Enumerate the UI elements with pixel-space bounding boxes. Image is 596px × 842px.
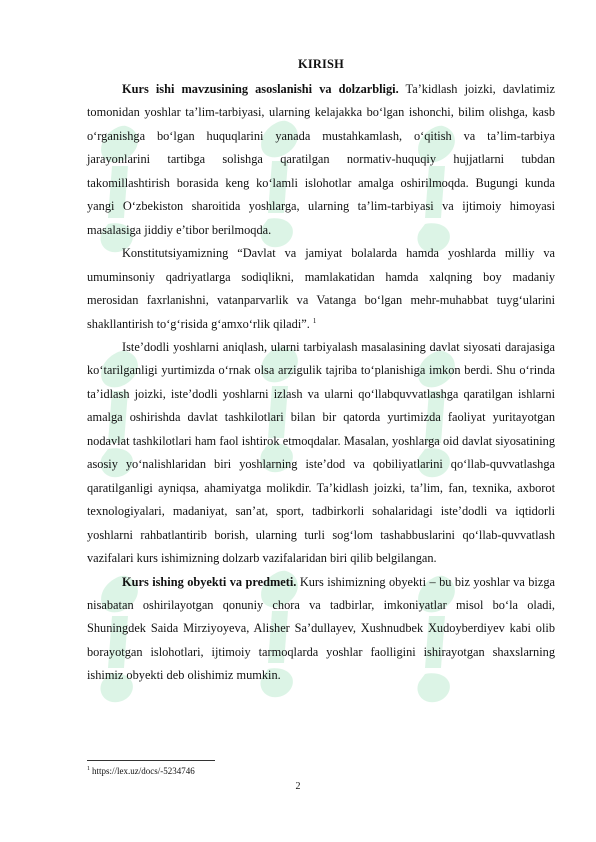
paragraph-text: Ta’kidlash joizki, davlatimiz tomonidan yoshlar ta’lim-tarbiyasi, ularning kelajakka bo‘lgan ishonchi, bilim olishga, kasb o‘rganishga bo‘lgan huquqlarini yanada mustahkamlash, o‘qitish va ta’lim-tarbiya jarayonlarini tartibga solishga qaratilgan normativ-huquqiy hujjatlarni tubdan takomillashtirish borasida keng ko‘lamli islohotlar amalga oshirilmoqda. Bugungi kunda yangi O‘zbekiston sharoitida yoshlarga, ularning ta’lim-tarbiyasi va ijtimoiy himoyasi masalasiga jiddiy e’tibor berilmoqda.: [87, 82, 555, 237]
footnote-link[interactable]: https://lex.uz/docs/-5234746: [92, 766, 195, 776]
paragraph-relevance: [87, 78, 555, 242]
footnote-number: 1: [87, 766, 90, 772]
paragraph-constitution: [87, 242, 555, 336]
footnote: [87, 765, 195, 777]
footnote-reference[interactable]: 1: [312, 316, 317, 325]
paragraph-lead: Kurs ishi mavzusining asoslanishi va dolzarbligi.: [122, 82, 399, 96]
paragraph-text: Konstitutsiyamizning “Davlat va jamiyat bolalarda hamda yoshlarda milliy va umuminsoniy qadriyatlarga sodiqlikni, mamlakatidan hamda xalqning boy madaniy merosidan faxrlanishni, vatanparvarlik va Vatanga bo‘lgan mehr-muhabbat tuyg‘ularini shakllantirish to‘g‘risida g‘amxo‘rlik qiladi”.: [87, 246, 555, 331]
paragraph-text: Iste’dodli yoshlarni aniqlash, ularni tarbiyalash masalasining davlat siyosati darajasiga ko‘tarilganligi yurtimizda o‘rnak olsa arzigulik tajriba to‘planishiga imkon berdi. Shu o‘rinda ta’idlash joizki, iste’dodli yoshlarni izlash va ularni qo‘llabquvvatlashga qaratilgan ishlarni amalga oshirishda davlat tashkilotlari bilan bir qatorda yurtimizda faoliyat yuritayotgan nodavlat tashkilotlari ham faol ishtirok etmoqdalar. Masalan, yoshlarga oid davlat siyosatining asosiy yo‘nalishlaridan biri yoshlarning iste’dod va qobiliyatlarini qo‘llab-quvvatlashga qaratilganligi ayniqsa, ahamiyatga molikdir. Ta’kidlash joizki, ta’lim, fan, texnika, axborot texnologiyalari, madaniyat, san’at, sport, tadbirkorli sohalaridagi iste’dodli va iqtidorli yoshlarni rahbatlantirib borish, ularning turli sog‘lom tashabbuslarini qo‘llab-quvvatlash vazifalari kurs ishimizning dolzarb vazifalaridan biri qilib belgilangan.: [87, 339, 555, 566]
page-number: 2: [295, 781, 301, 792]
document-body: [87, 55, 555, 688]
paragraph-lead: Kurs ishing obyekti va predmeti.: [122, 574, 297, 589]
footnote-divider: [87, 760, 215, 761]
page-title: KIRISH: [298, 57, 344, 71]
paragraph-object-subject: [87, 571, 555, 688]
paragraph-talented-youth: [87, 336, 555, 571]
paragraph-text: Kurs ishimizning obyekti – bu biz yoshlar va bizga nisabatan oshirilayotgan qonuniy chora va tadbirlar, imkoniyatlar misol bo‘la oladi, Shuningdek Saida Mirziyoyeva, Alisher Sa’dullayev, Xushnudbek Xudoyberdiyev kabi olib borayotgan islohotlari, ijtimoiy tarmoqlarda yoshlar faolligini ishirayotgan shaxslarning ishimiz obyekti deb olishimiz mumkin.: [87, 574, 555, 683]
